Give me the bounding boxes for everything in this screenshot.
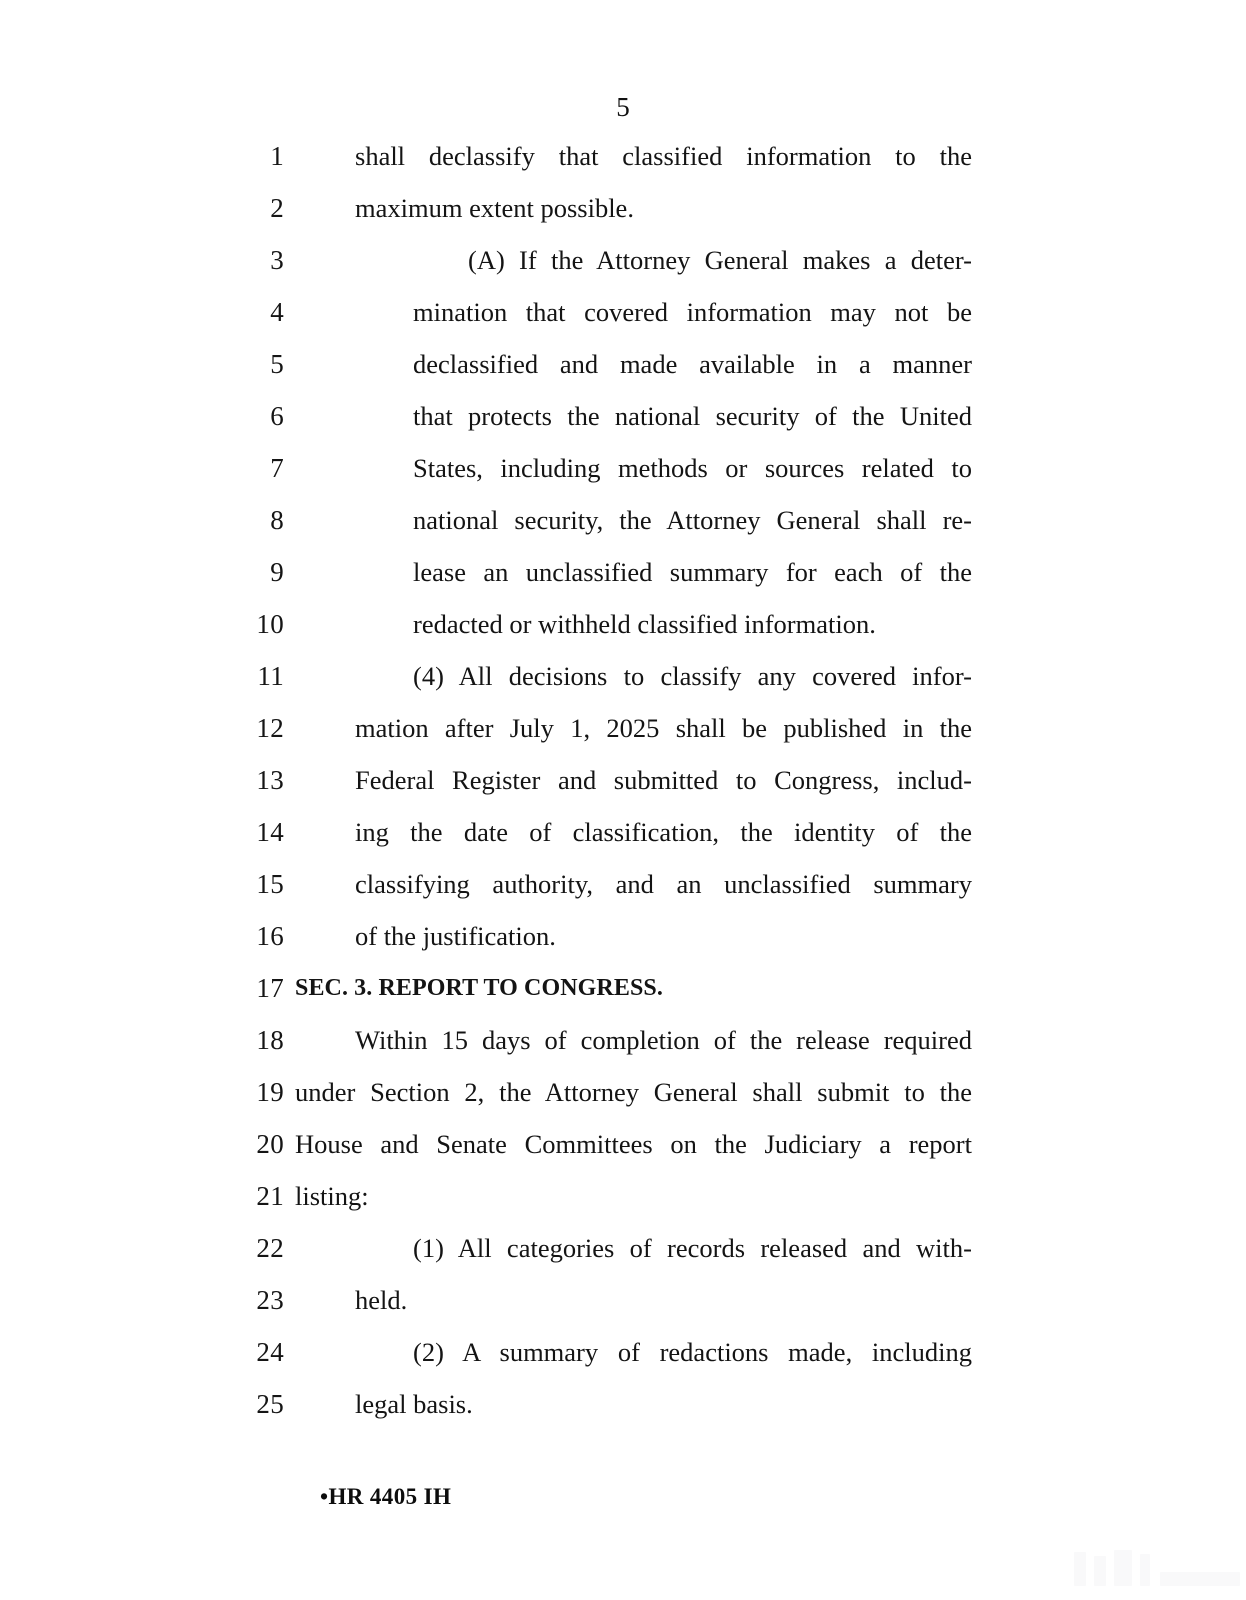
line-text: (1) All categories of records released and with- (413, 1233, 972, 1263)
bill-line (0, 1332, 1246, 1384)
line-text: Within 15 days of completion of the release required (355, 1025, 972, 1055)
line-number: 4 (270, 297, 284, 327)
line-number: 3 (270, 245, 284, 275)
line-text: declassified and made available in a manner (413, 349, 972, 379)
line-text: (A) If the Attorney General makes a deter- (468, 245, 972, 275)
bill-line (0, 916, 1246, 968)
line-number: 13 (256, 765, 284, 795)
bill-line (0, 1072, 1246, 1124)
bill-line (0, 1176, 1246, 1228)
line-number: 8 (270, 505, 284, 535)
line-number: 12 (256, 713, 284, 743)
bill-line (0, 656, 1246, 708)
line-text: mination that covered information may not be (413, 297, 972, 327)
line-text: lease an unclassified summary for each of the (413, 557, 972, 587)
line-number: 14 (256, 817, 284, 847)
line-text: under Section 2, the Attorney General shall submit to the (295, 1077, 972, 1107)
bill-line (0, 500, 1246, 552)
bill-line (0, 1228, 1246, 1280)
bill-footer-identifier: •HR 4405 IH (320, 1484, 452, 1509)
bill-line (0, 240, 1246, 292)
line-number: 19 (256, 1077, 284, 1107)
line-text: of the justification. (355, 921, 556, 951)
line-number: 2 (270, 193, 284, 223)
line-text: (2) A summary of redactions made, including (413, 1337, 972, 1367)
line-number: 7 (270, 453, 284, 483)
line-text: redacted or withheld classified information. (413, 609, 876, 639)
scan-artifact (1050, 1522, 1246, 1600)
bill-line (0, 136, 1246, 188)
bill-line (0, 1124, 1246, 1176)
line-number: 15 (256, 869, 284, 899)
line-number: 17 (256, 973, 284, 1003)
line-text: national security, the Attorney General shall re- (413, 505, 972, 535)
bill-line (0, 1020, 1246, 1072)
line-text: mation after July 1, 2025 shall be published in the (355, 713, 972, 743)
line-text: (4) All decisions to classify any covered infor- (413, 661, 972, 691)
line-text: classifying authority, and an unclassified summary (355, 869, 972, 899)
bill-line (0, 864, 1246, 916)
line-text: shall declassify that classified information to the (355, 141, 972, 171)
bill-line (0, 604, 1246, 656)
bill-line (0, 448, 1246, 500)
bill-line (0, 1280, 1246, 1332)
line-number: 16 (256, 921, 284, 951)
page-number: 5 (616, 92, 630, 122)
bill-line (0, 708, 1246, 760)
line-number: 23 (256, 1285, 284, 1315)
line-number: 25 (256, 1389, 284, 1419)
bill-body (0, 136, 1246, 1436)
line-text: States, including methods or sources related to (413, 453, 972, 483)
bill-line (0, 1384, 1246, 1436)
line-number: 5 (270, 349, 284, 379)
line-text: that protects the national security of the United (413, 401, 972, 431)
line-text: ing the date of classification, the identity of the (355, 817, 972, 847)
line-text: held. (355, 1285, 408, 1315)
bill-line (0, 552, 1246, 604)
line-text: maximum extent possible. (355, 193, 634, 223)
line-text: legal basis. (355, 1389, 473, 1419)
bill-line (0, 812, 1246, 864)
line-text: listing: (295, 1181, 369, 1211)
line-number: 22 (256, 1233, 284, 1263)
line-number: 24 (256, 1337, 284, 1367)
line-number: 21 (256, 1181, 284, 1211)
line-number: 11 (257, 661, 284, 691)
line-number: 1 (270, 141, 284, 171)
section-heading: SEC. 3. REPORT TO CONGRESS. (295, 975, 663, 1001)
bill-line (0, 968, 1246, 1020)
line-number: 9 (270, 557, 284, 587)
line-text: Federal Register and submitted to Congress, includ- (355, 765, 972, 795)
bill-line (0, 344, 1246, 396)
bill-line (0, 188, 1246, 240)
line-number: 18 (256, 1025, 284, 1055)
bill-line (0, 760, 1246, 812)
line-number: 20 (256, 1129, 284, 1159)
line-text: House and Senate Committees on the Judiciary a report (295, 1129, 972, 1159)
line-number: 10 (256, 609, 284, 639)
bill-line (0, 292, 1246, 344)
bill-line (0, 396, 1246, 448)
line-number: 6 (270, 401, 284, 431)
